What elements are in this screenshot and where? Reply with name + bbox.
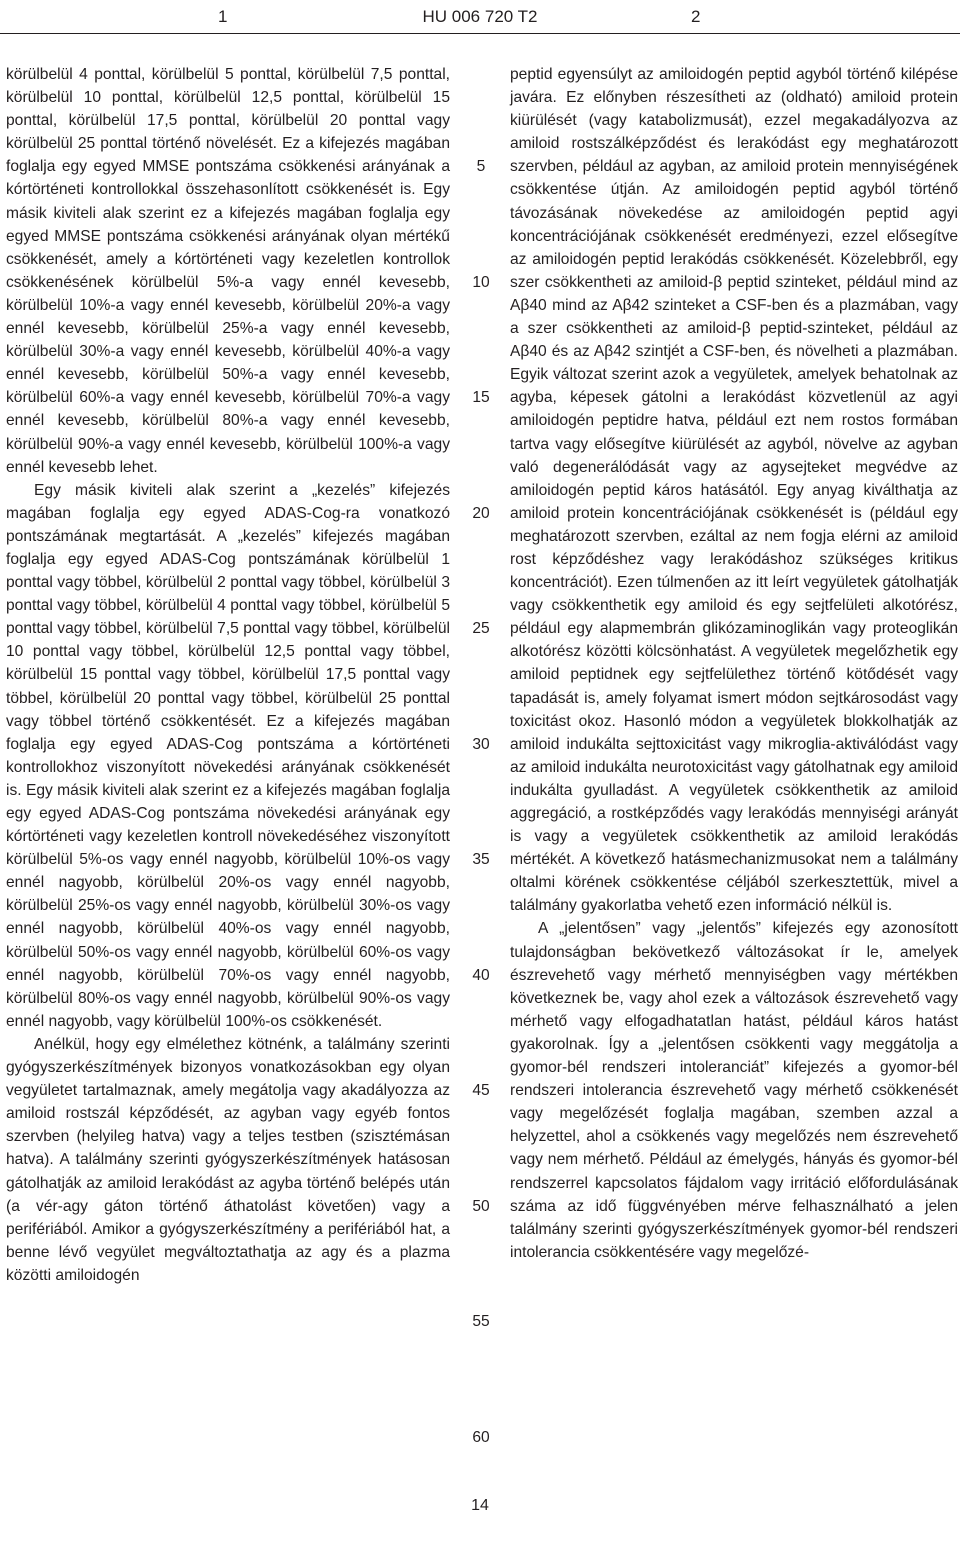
line-number: 35: [472, 851, 490, 868]
right-paragraph-2: A „jelentősen” vagy „jelentős” kifejezés egy azonosított tulajdonságban bekövetkező változásokat ír le, amelyek észrevehető vagy mérhető mennyiségben vagy mértékben következnek be, vagy ahol ezek a változások észrevehető vagy mérhető vagy elfogadhatatlan hatást, például káros hatást gyakorolnak. Így a „jelentősen csökkenti vagy meggátolja a gyomor-bél rendszeri intoleranciát” kifejezés a gyomor-bél rendszeri intolerancia észrevehető vagy mérhető csökkenését vagy megelőzését foglalja magában, szemben azzal a helyzettel, ahol a csökkenés vagy megelőzés nem észrevehető vagy nem mérhető. Például az émelygés, hányás és gyomor-bél rendszerrel kapcsolatos fájdalom vagy irritáció előfordulásának száma az idő függvényében mérve felhasználható a jelen találmány szerinti gyógyszerkészítmények gyomor-bél rendszeri intolerancia csökkentésére vagy megelőzé-: [510, 920, 958, 1261]
column-page-number-right: 2: [691, 7, 701, 26]
document-id: HU 006 720 T2: [422, 7, 538, 26]
column-page-number-left: 1: [218, 7, 228, 26]
line-number: 45: [472, 1082, 490, 1099]
line-number: 15: [472, 389, 490, 406]
left-paragraph-2: Egy másik kiviteli alak szerint a „kezelés” kifejezés magában foglalja egy egyed ADAS-Cog-ra vonatkozó pontszámának megtartását. A „kezelés” kifejezés magában foglalja egy egyed ADAS-Cog pontszámának körülbelül 1 ponttal vagy többel, körülbelül 2 ponttal vagy többel, körülbelül 3 ponttal vagy többel, körülbelül 4 ponttal vagy többel, körülbelül 5 ponttal vagy többel, körülbelül 7,5 ponttal vagy többel, körülbelül 10 ponttal vagy többel, körülbelül 12,5 ponttal vagy többel, körülbelül 15 ponttal vagy többel, körülbelül 17,5 ponttal vagy többel, körülbelül 20 ponttal vagy többel, körülbelül 25 ponttal vagy többel történő csökkentését. Ez a kifejezés magában foglalja egy egyed ADAS-Cog pontszáma a kórtörténeti kontrollokhoz viszonyított növekedési arányának csökkenését is. Egy másik kiviteli alak szerint ez a kifejezés magában foglalja egy egyed ADAS-Cog pontszáma növekedési arányának egy kórtörténeti vagy kezeletlen kontroll növekedéséhez viszonyított körülbelül 5%-os vagy ennél nagyobb, körülbelül 10%-os vagy ennél nagyobb, körülbelül 20%-os vagy ennél nagyobb, körülbelül 25%-os vagy ennél nagyobb, körülbelül 30%-os vagy ennél nagyobb, körülbelül 40%-os vagy ennél nagyobb, körülbelül 50%-os vagy ennél nagyobb, körülbelül 60%-os vagy ennél nagyobb, körülbelül 70%-os vagy ennél nagyobb, körülbelül 80%-os vagy ennél nagyobb, körülbelül 90%-os vagy ennél nagyobb, vagy körülbelül 100%-os csökkenését.: [6, 481, 450, 1030]
line-number: 55: [472, 1313, 490, 1330]
line-number: 60: [472, 1429, 490, 1446]
page-header: [0, 0, 960, 40]
line-number: 20: [472, 505, 490, 522]
right-paragraph-1: peptid egyensúlyt az amiloidogén peptid agyból történő kilépése javára. Ez előnyben részesítheti az (oldható) amiloid protein kiürülését (vagy katabolizmusát), ezzel megakadályozva az amiloid rostszálképződést és lerakódást egy meghatározott szervben, például az agyban, az amiloid protein mennyiségének csökkentése útján. Az amiloidogén peptid agyból történő távozásának növekedése az amiloidogén peptid agyi koncentrációjának csökkenését eredményezi, ezzel elősegítve az amiloidogén peptid lerakódás csökkenését. Közelebbről, egy szer csökkentheti az amiloid-β peptid szinteket, például mind az Aβ40 mind az Aβ42 szinteket a CSF-ben és a plazmában, vagy a szer csökkentheti az amiloid-β peptid-szinteket, például az Aβ40 és az Aβ42 szintjét a CSF-ben, és növelheti a plazmában. Egyik változat szerint azok a vegyületek, amelyek behatolnak az agyba, képesek gátolni a lerakódást közvetlenül az agyi amiloidogén peptidre hatva, például ezt nem rostos formában tartva vagy elősegítve kiürülését az agyból, növelve az agyban való degenerálódását vagy az agysejteket megvédve az amiloidogén peptid káros hatásától. Egy anyag kiválthatja az amiloid protein koncentrációjának csökkenését is (például egy meghatározott szervben, ezáltal az nem fogja elérni az amiloid rost képződéshez vagy lerakódáshoz szükséges kritikus koncentrációt). Ezen túlmenően az itt leírt vegyületek gátolhatják vagy csökkenthetik egy amiloid és egy sejtfelületi alkotórész, például egy alapmembrán glikózaminoglikán vagy proteoglikán alkotórész közötti kölcsönhatást. A vegyületek megelőzhetik egy amiloid peptidnek egy sejtfelülethez történő kötődését vagy tapadását is, amely folyamat ismert módon sejtkárosodást vagy toxicitást okoz. Hasonló módon a vegyületek blokkolhatják az amiloid indukálta sejttoxicitást vagy mikroglia-aktiválódást vagy az amiloid indukálta neurotoxicitást vagy gátolhatnak egy amiloid indukálta gyulladást. A vegyületek csökkenthetik az amiloid aggregáció, a rostképződés vagy lerakódás mennyiségi arányát is vagy a vegyületek csökkenthetik az amiloid lerakódás mértékét. A következő hatásmechanizmusokat nem a találmány oltalmi körének csökkentése céljából szerkesztettük, mivel a találmány gyakorlatba vehető ezen információ nélkül is.: [510, 66, 958, 915]
line-number: 10: [472, 274, 490, 291]
left-paragraph-1: körülbelül 4 ponttal, körülbelül 5 ponttal, körülbelül 7,5 ponttal, körülbelül 10 ponttal, körülbelül 12,5 ponttal, körülbelül 15 ponttal, körülbelül 17,5 ponttal, körülbelül 20 ponttal vagy körülbelül 25 ponttal történő növelését. Ez a kifejezés magában foglalja egy egyed MMSE pontszáma csökkenési arányának a kórtörténeti kontrollokkal összehasonlított csökkenését is. Egy másik kiviteli alak szerint ez a kifejezés magában foglalja egy egyed MMSE pontszáma csökkenési arányának olyan mértékű csökkenését, amely a kórtörténeti vagy kezeletlen kontrollok csökkenésének körülbelül 5%-a vagy ennél kevesebb, körülbelül 10%-a vagy ennél kevesebb, körülbelül 20%-a vagy ennél kevesebb, körülbelül 25%-a vagy ennél kevesebb, körülbelül 30%-a vagy ennél kevesebb, körülbelül 40%-a vagy ennél kevesebb, körülbelül 50%-a vagy ennél kevesebb, körülbelül 60%-a vagy ennél kevesebb, körülbelül 70%-a vagy ennél kevesebb, körülbelül 80%-a vagy ennél kevesebb, körülbelül 90%-a vagy ennél kevesebb, körülbelül 100%-a vagy ennél kevesebb lehet.: [6, 66, 450, 476]
line-number: 40: [472, 967, 490, 984]
left-paragraph-3: Anélkül, hogy egy elmélethez kötnénk, a találmány szerinti gyógyszerkészítmények bizonyos vonatkozásokban egy olyan vegyületet tartalmaznak, amely megátolja vagy akadályozza az amiloid rostszál képződését, az agyban vagy egyéb fontos szervben (helyileg hatva) vagy a teljes testben (szisztémásan hatva). A találmány szerinti gyógyszerkészítmények hatásosan gátolhatják az amiloid lerakódást az agyba történő belépés után (a vér-agy gáton történő áthatolást követően) vagy a perifériából. Amikor a gyógyszerkészítmény a perifériából hat, a benne lévő vegyület megváltoztathatja az agy és a plazma közötti amiloidogén: [6, 1035, 450, 1284]
header-rule: [0, 33, 960, 34]
right-text-column: [510, 63, 958, 1264]
line-number: 30: [472, 736, 490, 753]
line-number: 50: [472, 1198, 490, 1215]
line-number: 5: [476, 158, 486, 175]
line-number: 25: [472, 620, 490, 637]
page-number: 14: [471, 1497, 489, 1514]
left-text-column: [6, 63, 450, 1287]
